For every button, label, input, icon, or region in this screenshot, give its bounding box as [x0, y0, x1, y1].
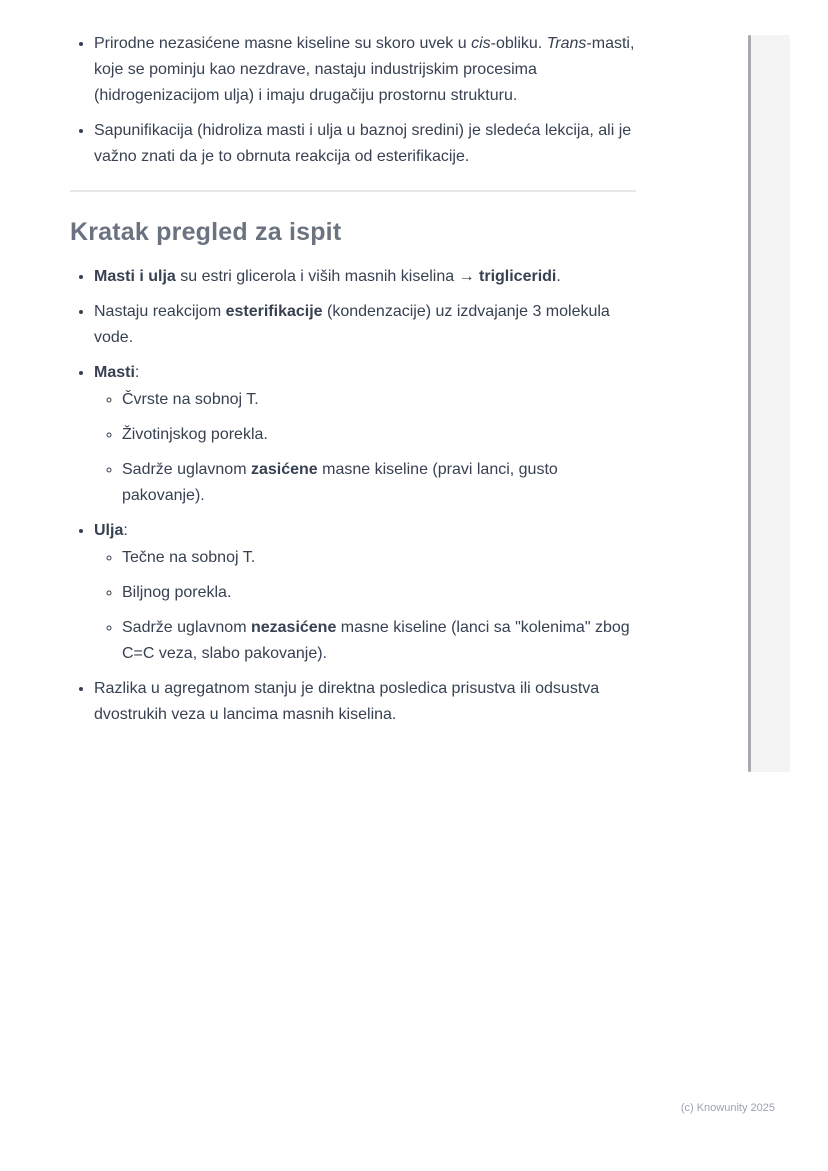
list-item — [94, 359, 636, 509]
text-segment: Razlika u agregatnom stanju je direktna posledica prisustva ili odsustva dvostrukih veza u lancima masnih kiselina. — [94, 680, 600, 723]
text-segment: : — [123, 522, 128, 539]
intro-list — [70, 30, 636, 170]
text-segment: Prirodne nezasićene masne kiseline su skoro uvek u — [94, 35, 472, 52]
list-item — [94, 298, 636, 351]
copyright-text: (c) Knowunity 2025 — [680, 1102, 775, 1114]
sub-list — [94, 386, 636, 509]
scrollbar-thumb[interactable] — [748, 35, 751, 772]
sub-list-item — [122, 386, 636, 413]
text-segment: masne kiseline (lanci sa "kolenima" zbog C=C veza, slabo pakovanje). — [122, 619, 630, 662]
text-segment: Nastaju reakcijom — [94, 303, 226, 320]
sub-list — [94, 544, 636, 667]
text-segment: -masti, koje se pominju kao nezdrave, nastaju industrijskim procesima (hidrogenizacijom ulja) i imaju drugačiju prostornu strukturu. — [94, 35, 635, 104]
list-item — [94, 517, 636, 667]
section-heading: Kratak pregled za ispit — [70, 218, 342, 246]
text-segment: cis — [471, 35, 491, 52]
list-item — [94, 675, 636, 728]
text-segment: masne kiseline (pravi lanci, gusto pakovanje). — [122, 461, 558, 504]
text-segment: Masti i ulja — [94, 268, 176, 285]
text-segment: su estri glicerola i viših masnih kiselina → — [175, 268, 480, 285]
text-segment: (kondenzacije) uz izdvajanje 3 molekula vode. — [94, 303, 610, 346]
text-segment: Sadrže uglavnom — [122, 619, 251, 636]
text-segment: Ulja — [94, 522, 124, 539]
text-segment: -obliku. — [490, 35, 547, 52]
sub-list-item — [122, 456, 636, 509]
text-segment: : — [134, 364, 140, 381]
list-item — [94, 263, 636, 290]
sub-list-item — [122, 614, 636, 667]
text-segment: esterifikacije — [225, 303, 323, 320]
list-item — [94, 30, 636, 109]
text-segment: Sadrže uglavnom — [122, 461, 251, 478]
summary-list — [70, 263, 636, 728]
text-segment: Tečne na sobnoj T. — [122, 549, 256, 566]
sub-list-item — [122, 579, 636, 606]
text-segment: Životinjskog porekla. — [122, 426, 268, 443]
text-segment: Biljnog porekla. — [122, 584, 232, 601]
list-item — [94, 117, 636, 170]
text-segment: zasićene — [250, 461, 318, 478]
text-segment: nezasićene — [250, 619, 337, 636]
text-segment: Čvrste na sobnoj T. — [122, 391, 259, 408]
scrollbar-track[interactable] — [748, 35, 790, 772]
document-content — [70, 30, 636, 736]
text-segment: Sapunifikacija (hidroliza masti i ulja u baznoj sredini) je sledeća lekcija, ali je važno znati da je to obrnuta reakcija od esterifikacije. — [94, 122, 632, 165]
text-segment: trigliceridi — [479, 268, 557, 285]
text-segment: . — [556, 268, 561, 285]
sub-list-item — [122, 544, 636, 571]
text-segment: Masti — [94, 364, 135, 381]
sub-list-item — [122, 421, 636, 448]
text-segment: Trans — [546, 35, 587, 52]
divider — [70, 190, 636, 192]
